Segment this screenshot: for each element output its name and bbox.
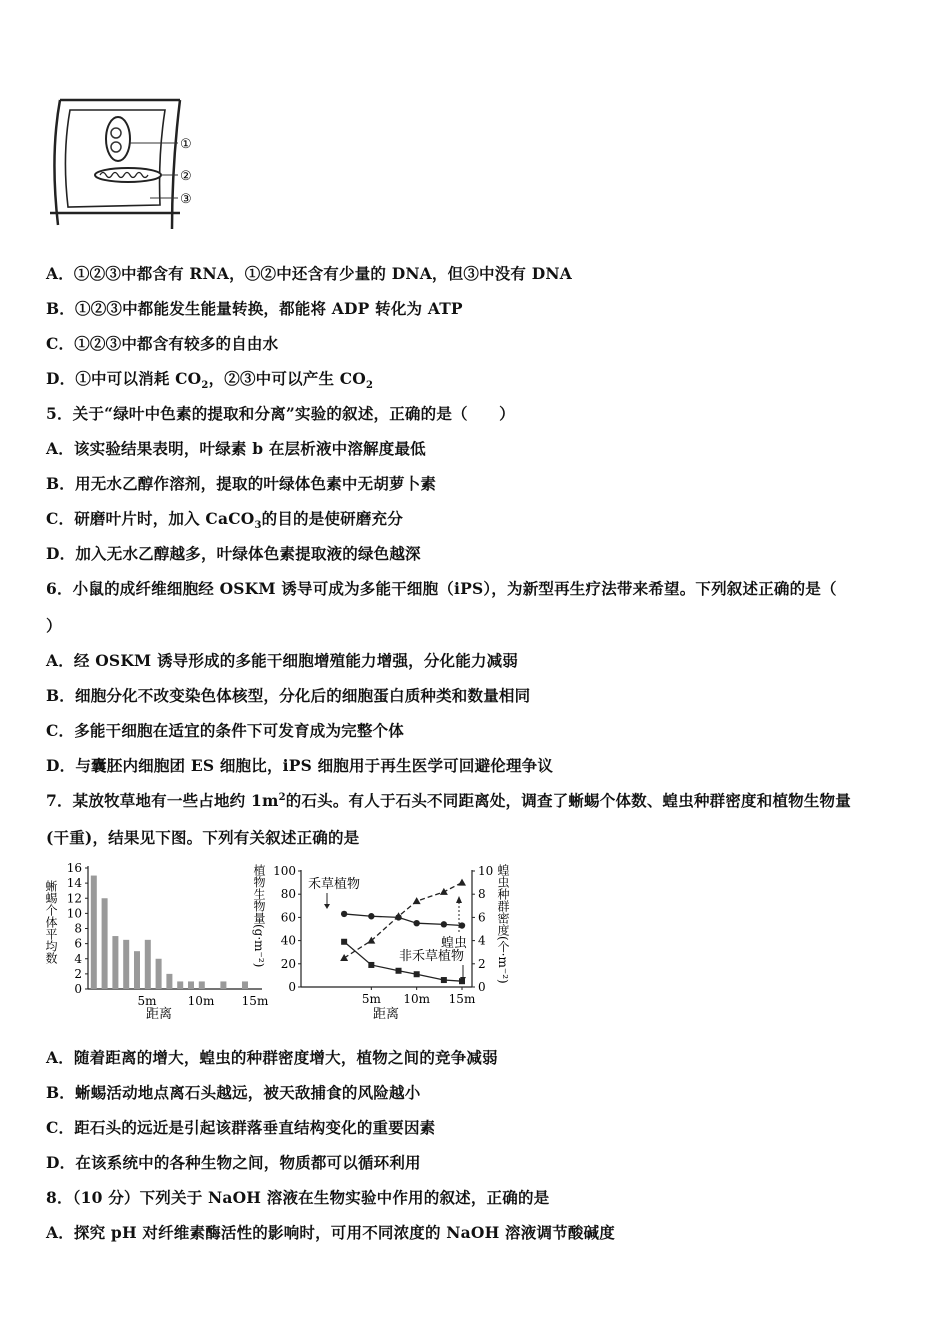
c1-bar [188,981,194,989]
q6-option-a: A．经 OSKM 诱导形成的多能干细胞增殖能力增强，分化能力减弱 [46,651,519,670]
c2-ytick-left-label: 0 [288,980,296,994]
cell-diagram [40,95,200,235]
q8-option-a: A．探究 pH 对纤维素酶活性的影响时，可用不同浓度的 NaOH 溶液调节酸碱度 [46,1223,615,1242]
c2-point-locust [413,897,421,904]
q4-option-b: B．①②③中都能发生能量转换，都能将 ADP 转化为 ATP [46,299,463,318]
c1-xtick-label: 5m [137,994,157,1008]
q6-option-b: B．细胞分化不改变染色体核型，分化后的细胞蛋白质种类和数量相同 [46,686,531,705]
q7-stem-1: 7．某放牧草地有一些占地约 $1m^2$的石头。有人于石头不同距离处，调查了蜥蜴个体数、蝗虫种群密度和植物生物量 [46,791,851,810]
c2-ytick-left-label: 80 [280,887,296,902]
c1-ytick-label: 12 [66,891,82,906]
c2-ytick-right-label: 0 [478,980,486,994]
c1-bar [156,959,162,989]
c2-ytick-right-label: 8 [478,887,486,902]
c2-xlabel: 距离 [373,1007,400,1022]
q6-stem-2: ） [46,616,62,635]
c1-ylabel: 蜥蜴个体平均数 [44,880,58,964]
c2-point-grass [459,922,465,928]
q5-option-b: B．用无水乙醇作溶剂，提取的叶绿体色素中无胡萝卜素 [46,474,437,493]
c2-point-grass [441,921,447,927]
c1-bar [220,981,226,989]
c2-ytick-left-label: 40 [280,933,296,948]
c2-xtick-label: 10m [403,992,430,1006]
q7-option-b: B．蜥蜴活动地点离石头越远，被天敌捕食的风险越小 [46,1083,421,1102]
c2-ylabel-right: 蝗虫种群密度(个·m⁻²) [496,864,510,984]
c2-xtick-label: 5m [361,992,381,1006]
c1-bar [112,936,118,989]
c1-ytick-label: 2 [74,966,82,981]
c1-ytick-label: 6 [74,936,82,951]
c1-bar [166,974,172,989]
c2-point-nongrass [368,962,374,968]
q5-stem: 5．关于“绿叶中色素的提取和分离”实验的叙述，正确的是（ ） [46,404,515,423]
q5-option-c: C．研磨叶片时，加入 CaCO$_3$的目的是使研磨充分 [46,509,403,532]
label-3: ③ [180,192,192,207]
q7-option-d: D．在该系统中的各种生物之间，物质都可以循环利用 [46,1153,421,1172]
c1-xtick-label: 15m [241,994,269,1008]
c2-point-nongrass [441,977,447,983]
c2-point-nongrass [341,939,347,945]
lizard-bar-chart [40,858,270,1023]
legend-locust: 蝗虫 [441,936,468,951]
legend-nongrass: 非禾草植物 [399,949,465,964]
c1-bar [145,940,151,989]
c1-bar [102,898,108,989]
c1-bar [242,981,248,989]
c2-point-locust [440,888,448,895]
label-2: ② [180,169,192,184]
q7-option-a: A．随着距离的增大，蝗虫的种群密度增大，植物之间的竞争减弱 [46,1048,498,1067]
c2-ytick-right-label: 10 [478,864,494,878]
c2-point-locust [340,954,348,961]
q5-option-d: D．加入无水乙醇越多，叶绿体色素提取液的绿色越深 [46,544,421,563]
c1-ytick-label: 10 [66,906,82,921]
c2-point-locust [458,879,466,886]
q6-stem-1: 6．小鼠的成纤维细胞经 OSKM 诱导可成为多能干细胞（iPS），为新型再生疗法带来希望。下列叙述正确的是（ [46,579,837,598]
c1-bar [177,981,183,989]
q6-option-c: C．多能干细胞在适宜的条件下可发育成为完整个体 [46,721,404,740]
c1-xtick-label: 10m [187,994,215,1008]
c2-ytick-right-label: 2 [478,956,486,971]
c1-bar [123,940,129,989]
c1-ytick-label: 8 [74,921,82,936]
c1-ytick-label: 14 [66,876,82,891]
c1-xlabel: 距离 [146,1007,173,1022]
q6-option-d: D．与囊胚内细胞团 ES 细胞比，iPS 细胞用于再生医学可回避伦理争议 [46,756,554,775]
c2-ylabel-left: 植物生物量(g·m⁻²) [252,864,266,968]
c2-point-grass [341,911,347,917]
c2-ytick-left-label: 60 [280,910,296,925]
c2-ytick-right-label: 4 [478,933,486,948]
mitochondrion [95,168,161,182]
q8-stem: 8．（10 分）下列关于 NaOH 溶液在生物实验中作用的叙述，正确的是 [46,1188,550,1207]
q7-option-c: C．距石头的远近是引起该群落垂直结构变化的重要因素 [46,1118,436,1137]
c1-bar [134,951,140,989]
q4-option-a: A．①②③中都含有 RNA，①②中还含有少量的 DNA，但③中没有 DNA [46,264,572,283]
q5-option-a: A．该实验结果表明，叶绿素 b 在层析液中溶解度最低 [46,439,426,458]
biomass-line-chart [252,858,525,1023]
c1-ytick-label: 4 [74,951,82,966]
q4-option-c: C．①②③中都含有较多的自由水 [46,334,279,353]
c2-ytick-left-label: 20 [280,956,296,971]
c2-ytick-left-label: 100 [273,864,296,878]
c2-point-nongrass [414,971,420,977]
c1-ytick-label: 16 [66,861,82,875]
c2-point-grass [368,913,374,919]
c2-ytick-right-label: 6 [478,910,486,925]
q4-option-d: D．①中可以消耗 $CO_2$，②③中可以产生 $CO_2$ [46,369,374,392]
legend-grass: 禾草植物 [308,877,361,892]
c2-point-nongrass [396,968,402,974]
nucleus [106,117,130,161]
c2-point-grass [413,920,419,926]
c1-bar [199,981,205,989]
label-1: ① [180,137,192,152]
c1-ytick-label: 0 [74,982,82,996]
c2-xtick-label: 15m [448,992,476,1006]
c1-bar [91,876,97,989]
q7-stem-2: (干重)，结果见下图。下列有关叙述正确的是 [46,828,360,847]
